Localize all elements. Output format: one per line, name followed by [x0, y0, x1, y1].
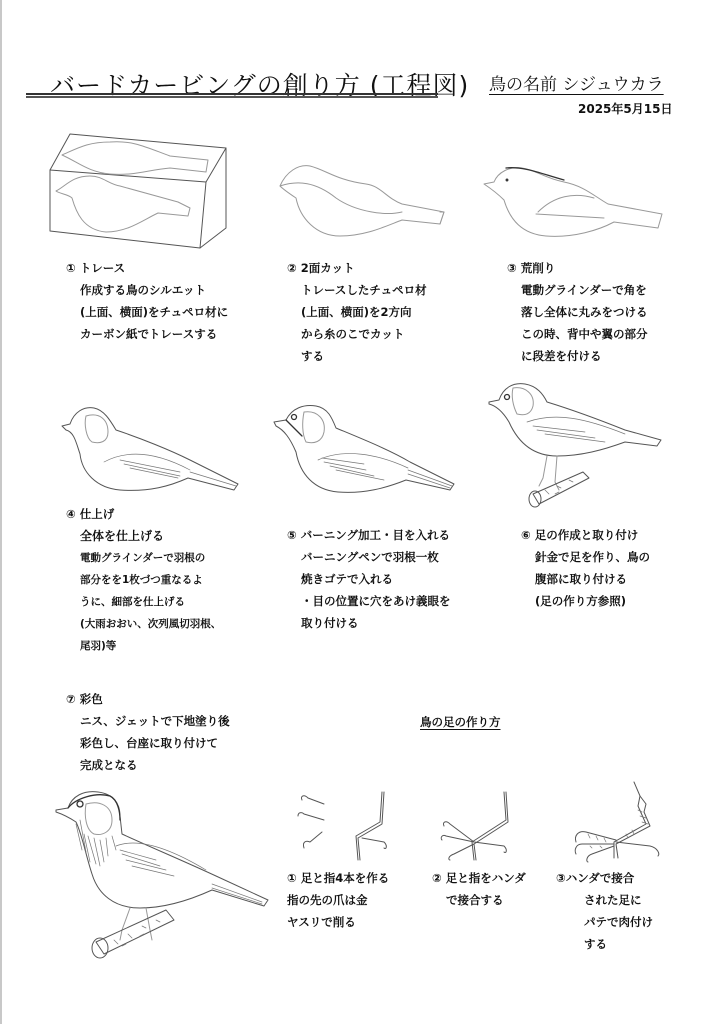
step-4-line: 電動グラインダーで羽根の: [80, 552, 206, 564]
step-3-line: 電動グラインダーで角を: [521, 283, 647, 297]
step-4-title: ④ 仕上げ: [66, 507, 115, 521]
step-6-line: (足の作り方参照): [535, 594, 627, 608]
step-2-line: トレースしたチュペロ材: [301, 283, 427, 297]
step-2-title: ② 2面カット: [287, 261, 355, 275]
step-2-line: から糸のこでカット: [301, 327, 405, 341]
foot-step-2-title: ② 足と指をハンダ: [432, 871, 526, 885]
step-4-line: 部分をを1枚づつ重なるよ: [80, 574, 203, 586]
step-3-text: [507, 257, 648, 367]
page-edge: [0, 0, 2, 1024]
step-3-line: に段差を付ける: [521, 349, 602, 363]
step-6-line: 針金で足を作り、鳥の: [535, 550, 650, 564]
step-2-line: する: [301, 349, 324, 363]
step-5-line: バーニングペンで羽根一枚: [301, 550, 439, 564]
foot-step-3-title: ③ハンダで接合: [556, 871, 635, 885]
step-5-line: 焼きゴテで入れる: [301, 572, 393, 586]
foot-step-3-line: された足に: [584, 893, 642, 907]
feet-section-title: 鳥の足の作り方: [420, 715, 501, 729]
foot-step-3-text: [556, 867, 653, 955]
step-7-line: ニス、ジェットで下地塗り後: [80, 714, 230, 728]
step-3-line: 落し全体に丸みをつける: [521, 305, 648, 319]
soldered-foot-icon: [436, 792, 526, 862]
step-4-line: (大雨おおい、次列風切羽根、: [80, 618, 222, 630]
step-1-title: ① トレース: [66, 261, 126, 275]
bird-rough-carve-icon: [484, 166, 664, 236]
step-7-title: ⑦ 彩色: [66, 692, 103, 706]
step-6-line: 腹部に取り付ける: [535, 572, 627, 586]
step-4-line: うに、細部を仕上げる: [80, 596, 185, 608]
title-underline: [26, 93, 438, 98]
bird-on-branch-icon: [485, 382, 665, 507]
wire-leg-toes-icon: [296, 792, 386, 862]
foot-step-1-line: ヤスリで削る: [287, 915, 356, 929]
step-5-text: [287, 524, 451, 634]
step-6-title: ⑥ 足の作成と取り付け: [521, 528, 639, 542]
step-5-line: ・目の位置に穴をあけ義眼を: [301, 594, 451, 608]
foot-step-3-line: パテで肉付け: [584, 915, 653, 929]
step-7-text: [66, 688, 230, 776]
foot-step-1-line: 指の先の爪は金: [287, 893, 368, 907]
document-date: 2025年5月15日: [578, 102, 673, 116]
page-title: バードカービングの創り方 (工程図): [50, 71, 470, 100]
step-3-title: ③ 荒削り: [507, 261, 556, 275]
bird-name: 鳥の名前 シジュウカラ: [489, 75, 664, 95]
bird-two-face-cut-icon: [276, 158, 446, 238]
step-1-text: [66, 257, 228, 345]
step-3-line: この時、背中や翼の部分: [521, 327, 648, 341]
step-5-line: 取り付ける: [301, 616, 359, 630]
sculpted-foot-icon: [566, 782, 666, 862]
step-1-line: 作成する鳥のシルエット: [80, 283, 206, 297]
step-4-subtitle: 全体を仕上げる: [80, 529, 165, 543]
step-2-text: [287, 257, 427, 367]
bird-painted-final-icon: [56, 790, 271, 960]
foot-step-1-text: [287, 867, 389, 933]
foot-step-3-line: する: [584, 937, 607, 951]
step-1-line: カーボン紙でトレースする: [80, 327, 218, 341]
wood-block-trace-icon: [48, 128, 238, 253]
bird-burned-detail-icon: [274, 404, 459, 494]
bird-finished-shape-icon: [60, 402, 245, 492]
step-4-text: [66, 503, 221, 657]
step-4-line: 尾羽)等: [80, 640, 117, 652]
step-7-line: 完成となる: [80, 758, 138, 772]
foot-step-2-text: [432, 867, 526, 911]
step-7-line: 彩色し、台座に取り付けて: [80, 736, 218, 750]
step-6-text: [521, 524, 650, 612]
step-1-line: (上面、横面)をチュペロ材に: [80, 305, 229, 319]
foot-step-2-line: で接合する: [446, 893, 504, 907]
step-5-title: ⑤ バーニング加工・目を入れる: [287, 528, 451, 542]
step-2-line: (上面、横面)を2方向: [301, 305, 412, 319]
foot-step-1-title: ① 足と指4本を作る: [287, 871, 390, 885]
